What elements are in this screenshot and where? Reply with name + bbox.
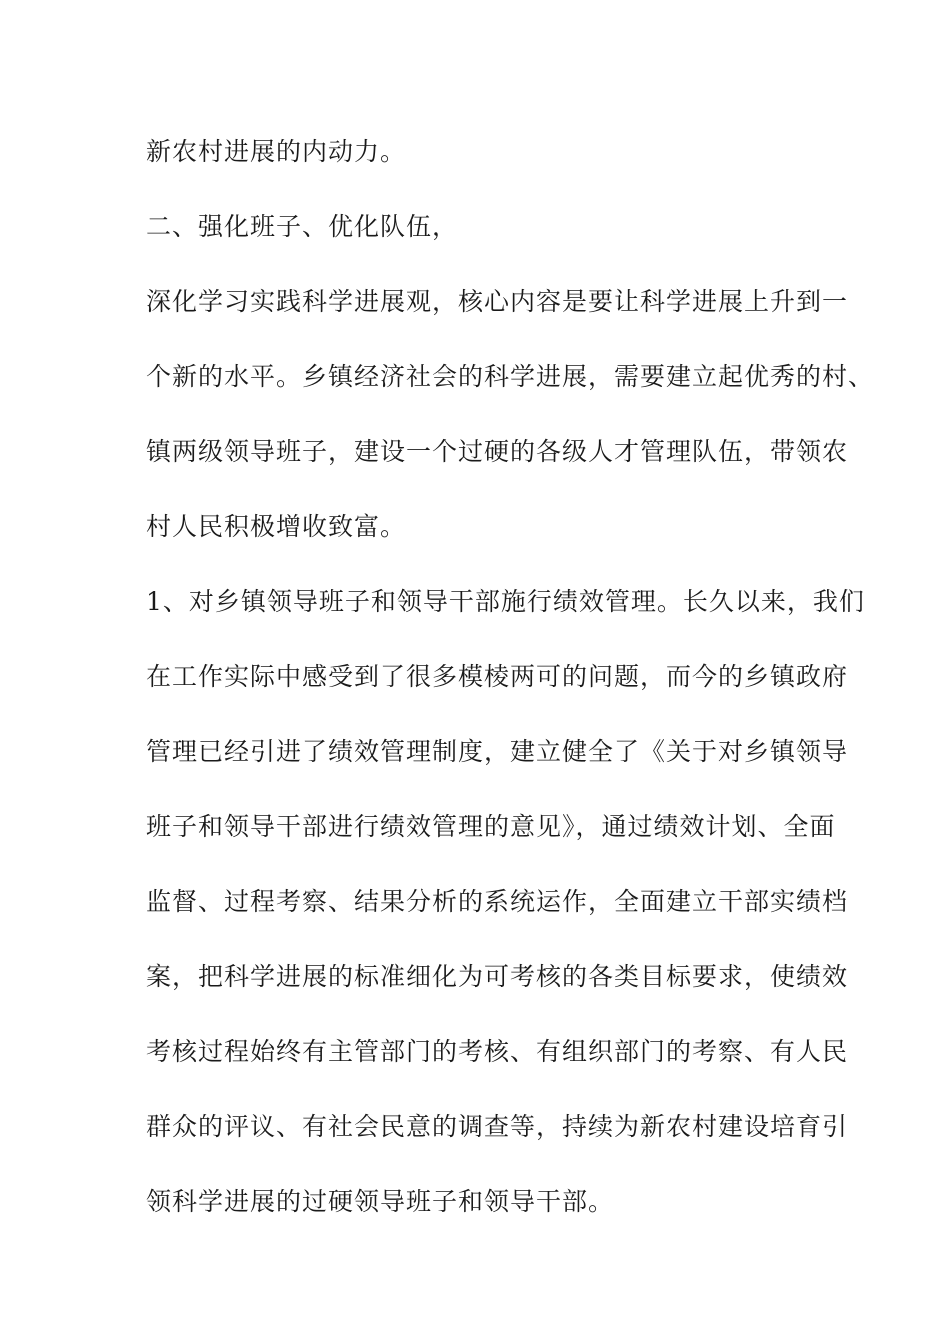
paragraph-line: 在工作实际中感受到了很多模棱两可的问题，而今的乡镇政府 [146, 662, 849, 691]
paragraph-line: 案，把科学进展的标准细化为可考核的各类目标要求，使绩效 [146, 962, 849, 991]
paragraph-line: 群众的评议、有社会民意的调查等，持续为新农村建设培育引 [146, 1112, 849, 1141]
paragraph-line: 管理已经引进了绩效管理制度，建立健全了《关于对乡镇领导 [146, 737, 849, 766]
paragraph-line: 监督、过程考察、结果分析的系统运作，全面建立干部实绩档 [146, 887, 849, 916]
paragraph-line: 个新的水平。乡镇经济社会的科学进展，需要建立起优秀的村、 [146, 362, 875, 391]
paragraph-line: 班子和领导干部进行绩效管理的意见》，通过绩效计划、全面 [146, 812, 836, 841]
paragraph-line: 1、对乡镇领导班子和领导干部施行绩效管理。长久以来，我们 [146, 587, 865, 616]
paragraph-line: 深化学习实践科学进展观，核心内容是要让科学进展上升到一 [146, 287, 849, 316]
paragraph-line: 新农村进展的内动力。 [146, 137, 407, 166]
paragraph-line: 村人民积极增收致富。 [146, 512, 407, 541]
paragraph-line: 考核过程始终有主管部门的考核、有组织部门的考察、有人民 [146, 1037, 849, 1066]
paragraph-line: 领科学进展的过硬领导班子和领导干部。 [146, 1187, 615, 1216]
paragraph-line: 镇两级领导班子，建设一个过硬的各级人才管理队伍，带领农 [146, 437, 849, 466]
section-heading: 二、强化班子、优化队伍， [146, 212, 459, 241]
